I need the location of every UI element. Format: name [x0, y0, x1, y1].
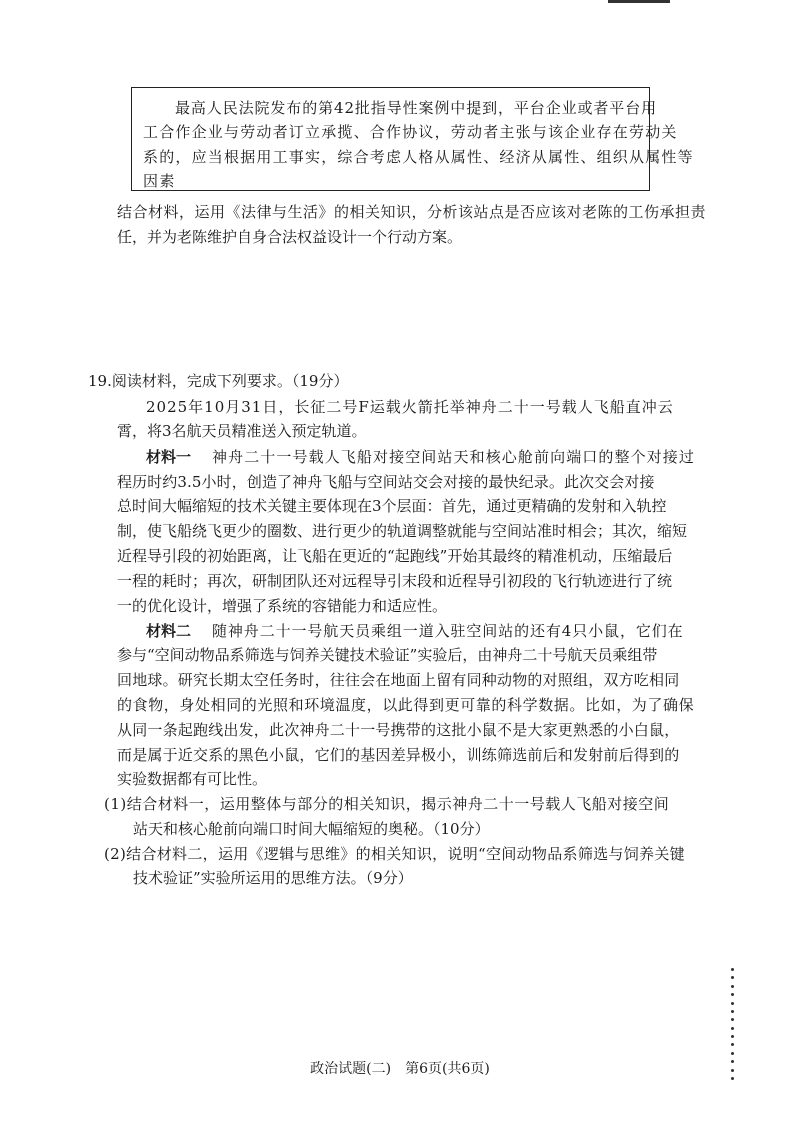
q19-intro-line: 2025年10月31日，长征二号F运载火箭托举神舟二十一号载人飞船直冲云	[146, 398, 674, 416]
quote-line: 因素	[143, 172, 176, 190]
top-edge-mark	[608, 0, 670, 3]
material2-line: 而是属于近交系的黑色小鼠，它们的基因差异极小，训练筛选前后和发射前后得到的	[117, 746, 680, 764]
quote-line: 工合作企业与劳动者订立承揽、合作协议，劳动者主张与该企业存在劳动关	[143, 123, 678, 141]
material1-line: 一程的耗时；再次，研制团队还对远程导引末段和近程导引初段的飞行轨迹进行了统	[117, 572, 673, 590]
material2-label: 材料二	[146, 622, 192, 640]
q18-task-line: 结合材料，运用《法律与生活》的相关知识，分析该站点是否应该对老陈的工伤承担责	[117, 203, 707, 221]
material2-line: 参与“空间动物品系筛选与饲养关键技术验证”实验后，由神舟二十号航天员乘组带	[117, 646, 658, 664]
sub-question-2: 技术验证”实验所运用的思维方法。（9分）	[133, 869, 413, 887]
material1-line: 程历时约3.5小时，创造了神舟飞船与空间站交会对接的最快纪录。此次交会对接	[117, 473, 655, 491]
sub-question-2: (2)结合材料二，运用《逻辑与思维》的相关知识，说明“空间动物品系筛选与饲养关键	[104, 845, 685, 863]
material1-line: 总时间大幅缩短的技术关键主要体现在3个层面：首先，通过更精确的发射和入轨控	[117, 497, 667, 515]
material2-line: 实验数据都有可比性。	[117, 770, 268, 788]
material1-label: 材料一	[146, 448, 192, 466]
page-footer: 政治试题(二) 第6页(共6页)	[310, 1061, 490, 1077]
material2-line: 的食物，身处相同的光照和环境温度，以此得到更可靠的科学数据。比如，为了确保	[117, 696, 695, 714]
material1-line: 神舟二十一号载人飞船对接空间站天和核心舱前向端口的整个对接过	[212, 448, 696, 466]
sub-question-1: 站天和核心舱前向端口时间大幅缩短的奥秘。（10分）	[133, 820, 490, 838]
q19-intro-line: 霄，将3名航天员精准送入预定轨道。	[117, 422, 367, 440]
material1-line: 制，使飞船绕飞更少的圈数、进行更少的轨道调整就能与空间站准时相会；其次，缩短	[117, 522, 688, 540]
sub-question-1: (1)结合材料一，运用整体与部分的相关知识，揭示神舟二十一号载人飞船对接空间	[104, 795, 670, 813]
material1-line: 一的优化设计，增强了系统的容错能力和适应性。	[117, 597, 448, 615]
q18-task-line: 任，并为老陈维护自身合法权益设计一个行动方案。	[117, 228, 463, 246]
material1-line: 近程导引段的初始距离，让飞船在更近的“起跑线”开始其最终的精准机动，压缩最后	[117, 547, 673, 565]
q19-heading: 19.阅读材料，完成下列要求。（19分）	[88, 372, 349, 390]
material2-line: 回地球。研究长期太空任务时，往往会在地面上留有同种动物的对照组，双方吃相同	[117, 671, 680, 689]
quote-line: 最高人民法院发布的第42批指导性案例中提到，平台企业或者平台用	[175, 99, 657, 117]
material2-line: 随神舟二十一号航天员乘组一道入驻空间站的还有4只小鼠，它们在	[212, 622, 684, 640]
quote-line: 系的，应当根据用工事实，综合考虑人格从属性、经济从属性、组织从属性等	[143, 148, 694, 166]
material2-line: 从同一条起跑线出发，此次神舟二十一号携带的这批小鼠不是大家更熟悉的小白鼠，	[117, 721, 680, 739]
